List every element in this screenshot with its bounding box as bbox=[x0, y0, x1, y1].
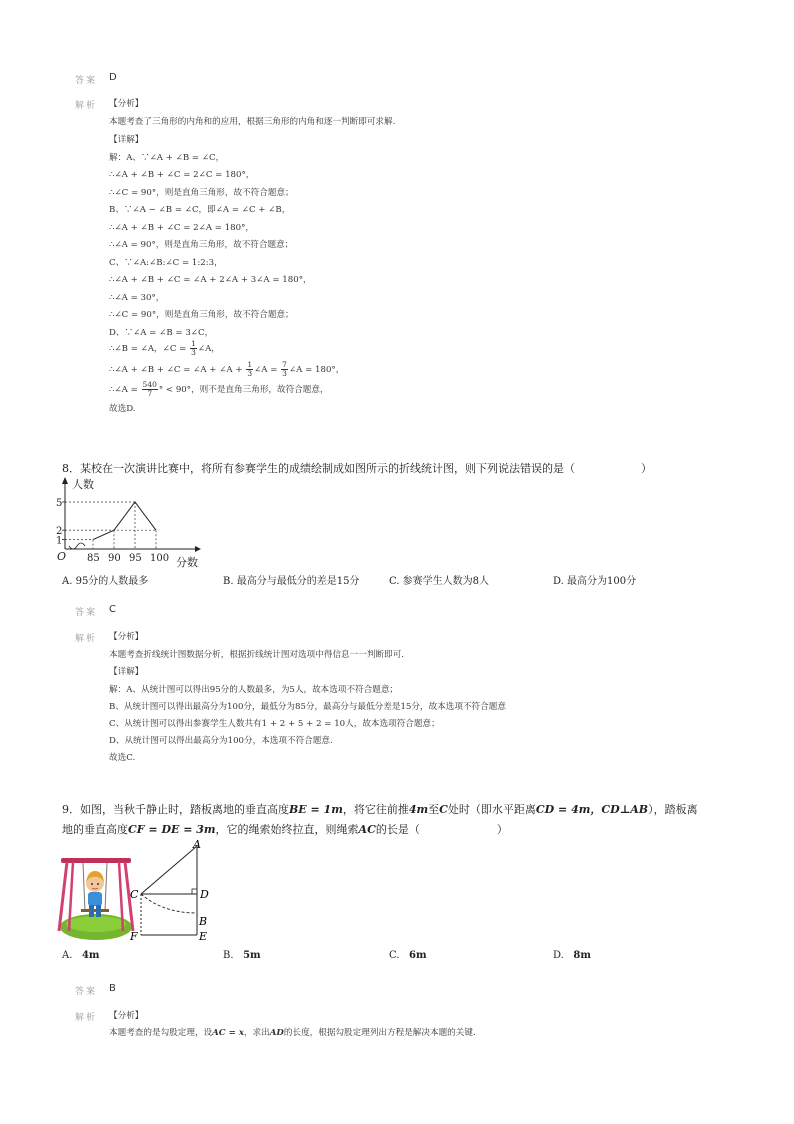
q8-answer: C bbox=[109, 604, 116, 615]
q9-answer: B bbox=[109, 983, 116, 994]
q8-question: 8．某校在一次演讲比赛中，将所有参赛学生的成绩绘制成如图所示的折线统计图，则下列说法错误的是（ ） bbox=[62, 462, 652, 475]
chart-xtick-label: 90 bbox=[108, 553, 121, 564]
analysis-line: C、从统计图可以得出参赛学生人数共有1 + 2 + 5 + 2 = 10人，故本选项符合题意； bbox=[109, 719, 440, 729]
option-b[interactable]: B. 最高分与最低分的差是15分 bbox=[223, 576, 360, 587]
answer-tag: 答案 bbox=[75, 608, 98, 618]
answer-tag: 答案 bbox=[75, 76, 98, 86]
analysis-line-frac: ∴∠B = ∠A，∠C = $\frac{1}{3}$ ∠A， bbox=[109, 339, 220, 357]
analysis-line: 【分析】 bbox=[109, 1011, 144, 1021]
analysis-line: 解：A、∵∠A + ∠B = ∠C， bbox=[109, 153, 225, 163]
analysis-line: 【分析】 bbox=[109, 99, 144, 109]
analysis-line: ∴∠C = 90°，则是直角三角形，故不符合题意； bbox=[109, 310, 294, 320]
analysis-line: 解：A、从统计图可以得出95分的人数最多，为5人，故本选项不符合题意； bbox=[109, 685, 399, 695]
analysis-line: 本题考查折线统计图数据分析，根据折线统计图对选项中得信息一一判断即可. bbox=[109, 650, 404, 660]
option-a[interactable]: A. 4m bbox=[62, 950, 100, 961]
swing-geometry-figure bbox=[127, 836, 212, 946]
analysis-line: D、从统计图可以得出最高分为100分，本选项不符合题意. bbox=[109, 736, 333, 746]
label-a: A bbox=[193, 838, 201, 851]
swing-illustration bbox=[55, 853, 137, 943]
analysis-line: ∴∠A + ∠B + ∠C = 2∠C = 180°， bbox=[109, 170, 255, 180]
analysis-line: ∴∠A + ∠B + ∠C = ∠A + 2∠A + 3∠A = 180°， bbox=[109, 275, 312, 285]
analysis-line: 本题考查的是勾股定理，设AC = x，求出AD的长度，根据勾股定理列出方程是解决本题的关键. bbox=[109, 1028, 476, 1038]
option-d[interactable]: D. 最高分为100分 bbox=[553, 576, 637, 587]
q7-answer: D bbox=[109, 72, 117, 83]
label-e: E bbox=[199, 930, 208, 943]
analysis-line: D、∵∠A = ∠B = 3∠C， bbox=[109, 328, 214, 338]
analysis-line: 【详解】 bbox=[109, 135, 144, 145]
analysis-line: C、∵∠A:∠B:∠C = 1:2:3， bbox=[109, 258, 223, 268]
analysis-line: 【详解】 bbox=[109, 667, 144, 677]
analysis-line: B、从统计图可以得出最高分为100分，最低分为85分，最高分与最低分差是15分，故本选项不符合题意 bbox=[109, 702, 506, 712]
label-d: D bbox=[200, 888, 209, 901]
label-f: F bbox=[130, 930, 138, 943]
analysis-line: ∴∠A = 30°， bbox=[109, 293, 165, 303]
label-c: C bbox=[130, 888, 139, 901]
chart-series-line bbox=[93, 502, 156, 540]
chart-ytick-label: 5 bbox=[56, 498, 63, 509]
analysis-tag: 解析 bbox=[75, 634, 98, 644]
option-c[interactable]: C. 参赛学生人数为8人 bbox=[389, 576, 490, 587]
analysis-line: 故选D. bbox=[109, 404, 136, 414]
label-b: B bbox=[199, 915, 208, 928]
chart-xtick-label: 85 bbox=[87, 553, 100, 564]
option-d[interactable]: D. 8m bbox=[553, 950, 591, 961]
option-a[interactable]: A. 95分的人数最多 bbox=[62, 576, 149, 587]
analysis-tag: 解析 bbox=[75, 101, 98, 111]
option-b[interactable]: B. 5m bbox=[223, 950, 261, 961]
analysis-line: ∴∠A = 90°，则是直角三角形，故不符合题意； bbox=[109, 240, 294, 250]
analysis-line-frac: ∴∠A + ∠B + ∠C = ∠A + ∠A + $\frac{1}{3}$ ∠A = $\frac{7}{3}$ ∠A = 180°， bbox=[109, 360, 345, 378]
analysis-line-frac: ∴∠A = $\frac{540}{7}$ ° < 90°，则不是直角三角形，故符合题意， bbox=[109, 380, 329, 398]
answer-tag: 答案 bbox=[75, 987, 98, 997]
chart-xtick-label: 100 bbox=[150, 553, 170, 564]
q9-question-line1: 9．如图，当秋千静止时，踏板离地的垂直高度BE = 1m，将它往前推4m至C处时（即水平距离CD = 4m，CD⊥AB），踏板离 bbox=[62, 803, 698, 816]
analysis-line: B、∵∠A − ∠B = ∠C，即∠A = ∠C + ∠B， bbox=[109, 205, 291, 215]
analysis-tag: 解析 bbox=[75, 1013, 98, 1023]
q8-line-chart bbox=[55, 474, 215, 570]
analysis-line: ∴∠A + ∠B + ∠C = 2∠A = 180°， bbox=[109, 223, 254, 233]
analysis-line: 【分析】 bbox=[109, 632, 144, 642]
chart-ytick-label: 1 bbox=[56, 535, 63, 547]
analysis-line: 故选C. bbox=[109, 753, 136, 763]
chart-xtick-label: 95 bbox=[129, 553, 142, 564]
chart-origin: O bbox=[57, 550, 67, 563]
chart-ytick-label: 2 bbox=[56, 526, 63, 538]
analysis-line: 本题考查了三角形的内角和的应用，根据三角形的内角和逐一判断即可求解. bbox=[109, 117, 396, 127]
option-c[interactable]: C. 6m bbox=[389, 950, 427, 961]
analysis-line: ∴∠C = 90°，则是直角三角形，故不符合题意； bbox=[109, 188, 294, 198]
chart-xlabel: 分数 bbox=[176, 556, 198, 569]
q9-question-line2: 地的垂直高度CF = DE = 3m，它的绳索始终拉直，则绳索AC的长是（ ） bbox=[62, 823, 508, 836]
chart-ylabel: 人数 bbox=[72, 478, 94, 491]
